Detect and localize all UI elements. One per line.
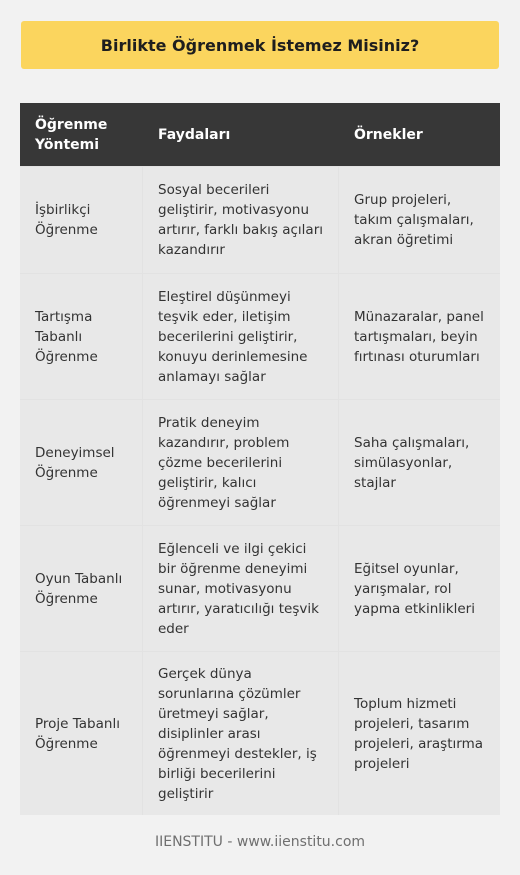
header-benefits: Faydaları xyxy=(142,103,338,166)
examples-cell: Münazaralar, panel tartışmaları, beyin fırtınası oturumları xyxy=(338,274,500,399)
examples-cell: Eğitsel oyunlar, yarışmalar, rol yapma etkinlikleri xyxy=(338,526,500,651)
table-row xyxy=(20,526,500,652)
table-header-row xyxy=(20,103,500,167)
method-cell: Oyun Tabanlı Öğrenme xyxy=(20,526,142,651)
benefits-cell: Gerçek dünya sorunlarına çözümler üretmeyi sağlar, disiplinler arası öğrenmeyi destekler, iş birliği becerilerini geliştirir xyxy=(142,652,338,815)
method-cell: Proje Tabanlı Öğrenme xyxy=(20,652,142,815)
method-cell: Deneyimsel Öğrenme xyxy=(20,400,142,525)
method-cell: Tartışma Tabanlı Öğrenme xyxy=(20,274,142,399)
examples-cell: Grup projeleri, takım çalışmaları, akran öğretimi xyxy=(338,167,500,273)
benefits-cell: Eleştirel düşünmeyi teşvik eder, iletişim becerilerini geliştirir, konuyu derinlemesine anlamayı sağlar xyxy=(142,274,338,399)
table-row xyxy=(20,652,500,815)
table-row xyxy=(20,274,500,400)
header-examples: Örnekler xyxy=(338,103,500,166)
header-method: Öğrenme Yöntemi xyxy=(20,103,142,166)
benefits-cell: Pratik deneyim kazandırır, problem çözme becerilerini geliştirir, kalıcı öğrenmeyi sağlar xyxy=(142,400,338,525)
benefits-cell: Eğlenceli ve ilgi çekici bir öğrenme deneyimi sunar, motivasyonu artırır, yaratıcılığı teşvik eder xyxy=(142,526,338,651)
learning-methods-table xyxy=(20,103,500,815)
table-row xyxy=(20,400,500,526)
table-row xyxy=(20,167,500,274)
examples-cell: Toplum hizmeti projeleri, tasarım projeleri, araştırma projeleri xyxy=(338,652,500,815)
examples-cell: Saha çalışmaları, simülasyonlar, stajlar xyxy=(338,400,500,525)
page-title: Birlikte Öğrenmek İstemez Misiniz? xyxy=(21,21,499,69)
method-cell: İşbirlikçi Öğrenme xyxy=(20,167,142,273)
footer-credit: IIENSTITU - www.iienstitu.com xyxy=(154,834,366,850)
benefits-cell: Sosyal becerileri geliştirir, motivasyonu artırır, farklı bakış açıları kazandırır xyxy=(142,167,338,273)
